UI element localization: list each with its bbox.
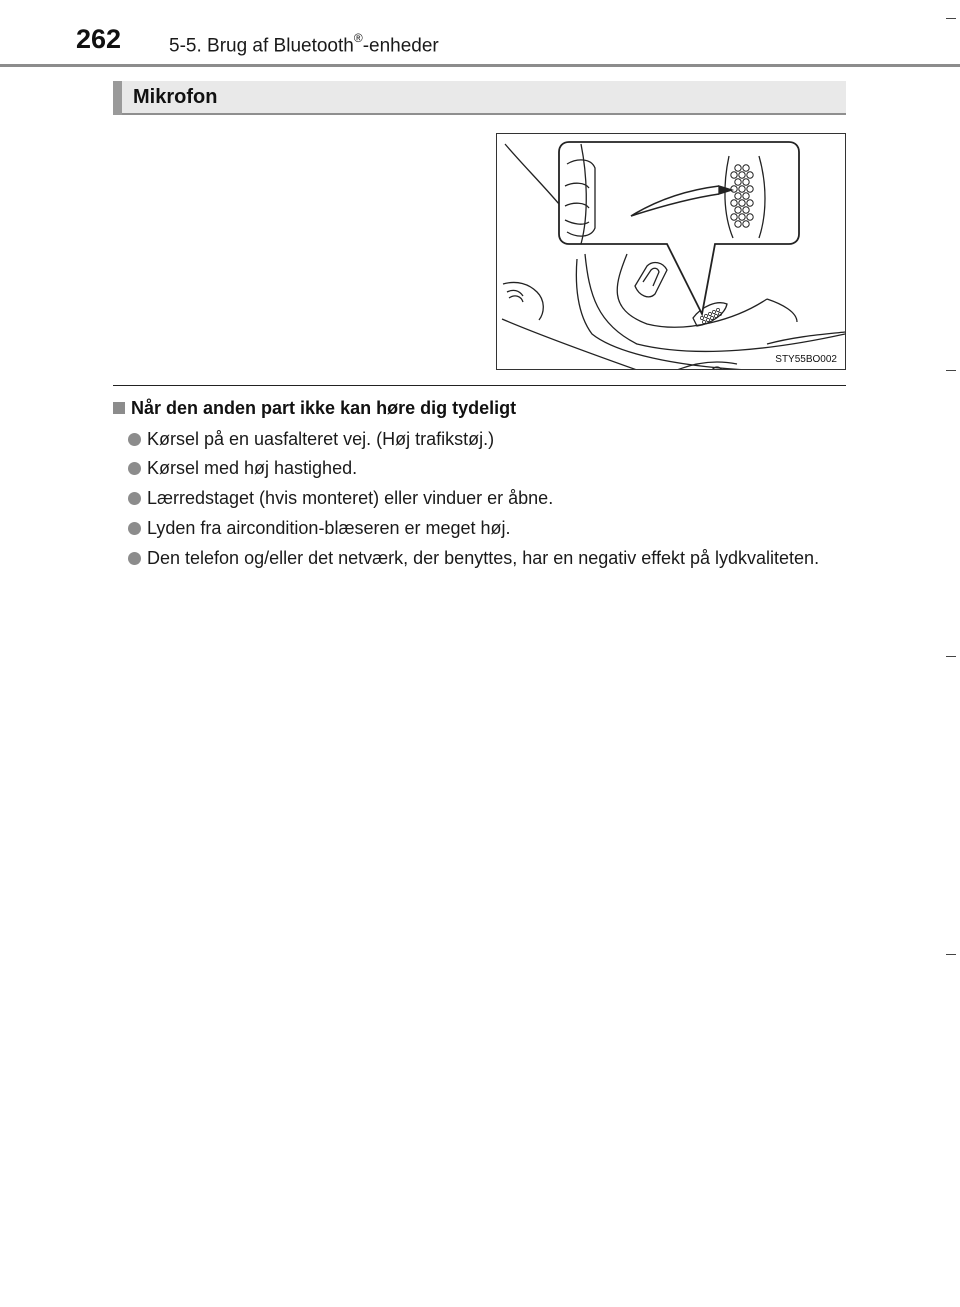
list-item-text: Kørsel på en uasfalteret vej. (Høj trafikstøj.) xyxy=(147,429,495,449)
crop-mark-upper xyxy=(946,370,956,371)
list-item xyxy=(128,427,846,452)
list-item-text: Den telefon og/eller det netværk, der benyttes, har en negativ effekt på lydkvaliteten. xyxy=(147,548,820,568)
subsection-heading xyxy=(113,398,516,419)
header-rule xyxy=(0,64,960,67)
section-divider xyxy=(113,385,846,386)
section-heading-accent xyxy=(113,81,122,115)
list-item-text: Kørsel med høj hastighed. xyxy=(147,458,358,478)
list-item xyxy=(128,516,846,541)
round-bullet-icon xyxy=(128,462,141,475)
page-number: 262 xyxy=(76,24,122,54)
round-bullet-icon xyxy=(128,492,141,505)
section-heading-title: Mikrofon xyxy=(133,86,218,108)
square-bullet-icon xyxy=(113,402,125,414)
list-item xyxy=(128,486,846,511)
crop-mark-lower xyxy=(946,954,956,955)
figure-code: STY55BO002 xyxy=(775,354,837,365)
crop-mark-top xyxy=(946,18,956,19)
microphone-illustration xyxy=(496,133,846,370)
round-bullet-icon xyxy=(128,552,141,565)
round-bullet-icon xyxy=(128,522,141,535)
registered-mark: ® xyxy=(353,31,363,45)
list-item-text: Lærredstaget (hvis monteret) eller vinduer er åbne. xyxy=(147,488,554,508)
header-title-prefix: 5-5. Brug af Bluetooth xyxy=(169,35,354,57)
list-item xyxy=(128,546,846,571)
car-ceiling-drawing xyxy=(497,134,846,370)
subsection-title: Når den anden part ikke kan høre dig tydeligt xyxy=(131,398,517,418)
round-bullet-icon xyxy=(128,433,141,446)
header-title-suffix: -enheder xyxy=(362,35,439,57)
list-item-text: Lyden fra aircondition-blæseren er meget høj. xyxy=(147,518,511,538)
crop-mark-middle xyxy=(946,656,956,657)
list-item xyxy=(128,456,846,481)
section-heading-bar xyxy=(113,81,846,115)
header-title xyxy=(169,33,439,57)
